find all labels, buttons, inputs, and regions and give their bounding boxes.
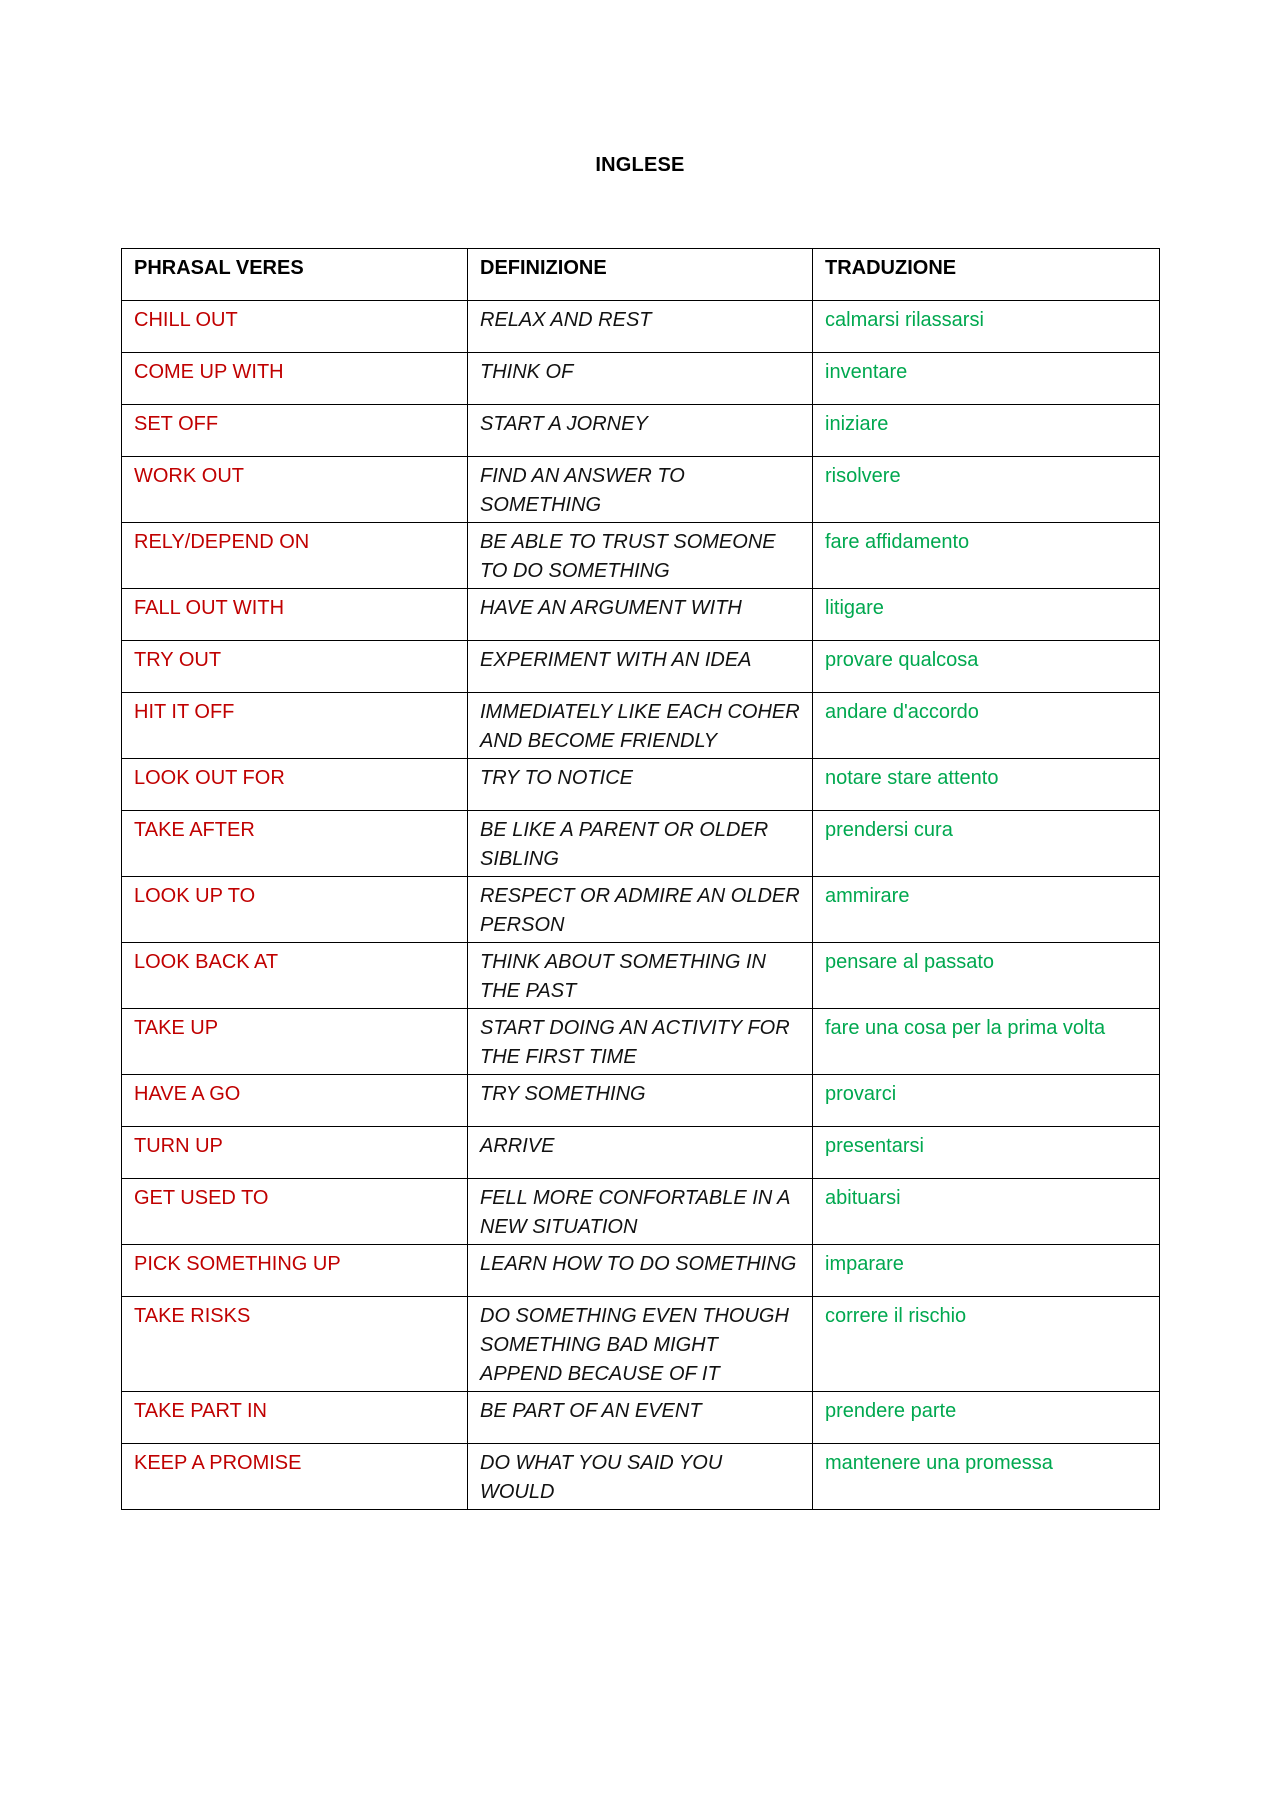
table-row	[122, 1444, 1160, 1510]
translation-cell: correre il rischio	[813, 1297, 1160, 1392]
definition-cell: EXPERIMENT WITH AN IDEA	[468, 641, 813, 693]
translation-cell: inventare	[813, 353, 1160, 405]
definition-cell: FELL MORE CONFORTABLE IN A NEW SITUATION	[468, 1179, 813, 1245]
phrasal-cell: WORK OUT	[122, 457, 468, 523]
translation-cell: pensare al passato	[813, 943, 1160, 1009]
table-row	[122, 1009, 1160, 1075]
definition-cell: THINK ABOUT SOMETHING IN THE PAST	[468, 943, 813, 1009]
definition-cell: BE PART OF AN EVENT	[468, 1392, 813, 1444]
translation-cell: fare affidamento	[813, 523, 1160, 589]
phrasal-cell: SET OFF	[122, 405, 468, 457]
phrasal-cell: TAKE PART IN	[122, 1392, 468, 1444]
translation-cell: prendere parte	[813, 1392, 1160, 1444]
definition-cell: FIND AN ANSWER TO SOMETHING	[468, 457, 813, 523]
definition-cell: DO SOMETHING EVEN THOUGH SOMETHING BAD MIGHT APPEND BECAUSE OF IT	[468, 1297, 813, 1392]
translation-cell: fare una cosa per la prima volta	[813, 1009, 1160, 1075]
table-row	[122, 759, 1160, 811]
header-definition: DEFINIZIONE	[468, 249, 813, 301]
translation-cell: provare qualcosa	[813, 641, 1160, 693]
phrasal-cell: CHILL OUT	[122, 301, 468, 353]
definition-cell: START A JORNEY	[468, 405, 813, 457]
phrasal-cell: LOOK UP TO	[122, 877, 468, 943]
definition-cell: BE ABLE TO TRUST SOMEONE TO DO SOMETHING	[468, 523, 813, 589]
page-title: INGLESE	[595, 154, 685, 176]
definition-cell: RELAX AND REST	[468, 301, 813, 353]
translation-cell: iniziare	[813, 405, 1160, 457]
phrasal-cell: LOOK BACK AT	[122, 943, 468, 1009]
phrasal-cell: TAKE AFTER	[122, 811, 468, 877]
table-row	[122, 811, 1160, 877]
definition-cell: TRY SOMETHING	[468, 1075, 813, 1127]
translation-cell: risolvere	[813, 457, 1160, 523]
translation-cell: litigare	[813, 589, 1160, 641]
phrasal-cell: TURN UP	[122, 1127, 468, 1179]
translation-cell: mantenere una promessa	[813, 1444, 1160, 1510]
table-row	[122, 523, 1160, 589]
phrasal-cell: HIT IT OFF	[122, 693, 468, 759]
table-row	[122, 353, 1160, 405]
table-row	[122, 301, 1160, 353]
translation-cell: notare stare attento	[813, 759, 1160, 811]
table-row	[122, 1075, 1160, 1127]
table-row	[122, 589, 1160, 641]
translation-cell: imparare	[813, 1245, 1160, 1297]
definition-cell: HAVE AN ARGUMENT WITH	[468, 589, 813, 641]
table-header-row	[122, 249, 1160, 301]
table-row	[122, 1179, 1160, 1245]
definition-cell: LEARN HOW TO DO SOMETHING	[468, 1245, 813, 1297]
translation-cell: calmarsi rilassarsi	[813, 301, 1160, 353]
definition-cell: BE LIKE A PARENT OR OLDER SIBLING	[468, 811, 813, 877]
phrasal-cell: GET USED TO	[122, 1179, 468, 1245]
definition-cell: IMMEDIATELY LIKE EACH COHER AND BECOME FRIENDLY	[468, 693, 813, 759]
translation-cell: presentarsi	[813, 1127, 1160, 1179]
header-phrasal: PHRASAL VERES	[122, 249, 468, 301]
phrasal-cell: TAKE RISKS	[122, 1297, 468, 1392]
table-row	[122, 1297, 1160, 1392]
table-row	[122, 1392, 1160, 1444]
phrasal-cell: TAKE UP	[122, 1009, 468, 1075]
translation-cell: provarci	[813, 1075, 1160, 1127]
table-row	[122, 1127, 1160, 1179]
phrasal-cell: LOOK OUT FOR	[122, 759, 468, 811]
translation-cell: andare d'accordo	[813, 693, 1160, 759]
table-row	[122, 1245, 1160, 1297]
definition-cell: ARRIVE	[468, 1127, 813, 1179]
definition-cell: TRY TO NOTICE	[468, 759, 813, 811]
phrasal-cell: KEEP A PROMISE	[122, 1444, 468, 1510]
phrasal-cell: RELY/DEPEND ON	[122, 523, 468, 589]
table-row	[122, 693, 1160, 759]
translation-cell: prendersi cura	[813, 811, 1160, 877]
table-row	[122, 641, 1160, 693]
definition-cell: START DOING AN ACTIVITY FOR THE FIRST TIME	[468, 1009, 813, 1075]
table-row	[122, 877, 1160, 943]
phrasal-cell: TRY OUT	[122, 641, 468, 693]
table-row	[122, 405, 1160, 457]
phrasal-cell: FALL OUT WITH	[122, 589, 468, 641]
phrasal-cell: PICK SOMETHING UP	[122, 1245, 468, 1297]
translation-cell: abituarsi	[813, 1179, 1160, 1245]
definition-cell: THINK OF	[468, 353, 813, 405]
phrasal-cell: HAVE A GO	[122, 1075, 468, 1127]
definition-cell: RESPECT OR ADMIRE AN OLDER PERSON	[468, 877, 813, 943]
phrasal-cell: COME UP WITH	[122, 353, 468, 405]
table-row	[122, 943, 1160, 1009]
table-row	[122, 457, 1160, 523]
translation-cell: ammirare	[813, 877, 1160, 943]
definition-cell: DO WHAT YOU SAID YOU WOULD	[468, 1444, 813, 1510]
phrasal-verbs-table	[121, 248, 1160, 1510]
header-translation: TRADUZIONE	[813, 249, 1160, 301]
